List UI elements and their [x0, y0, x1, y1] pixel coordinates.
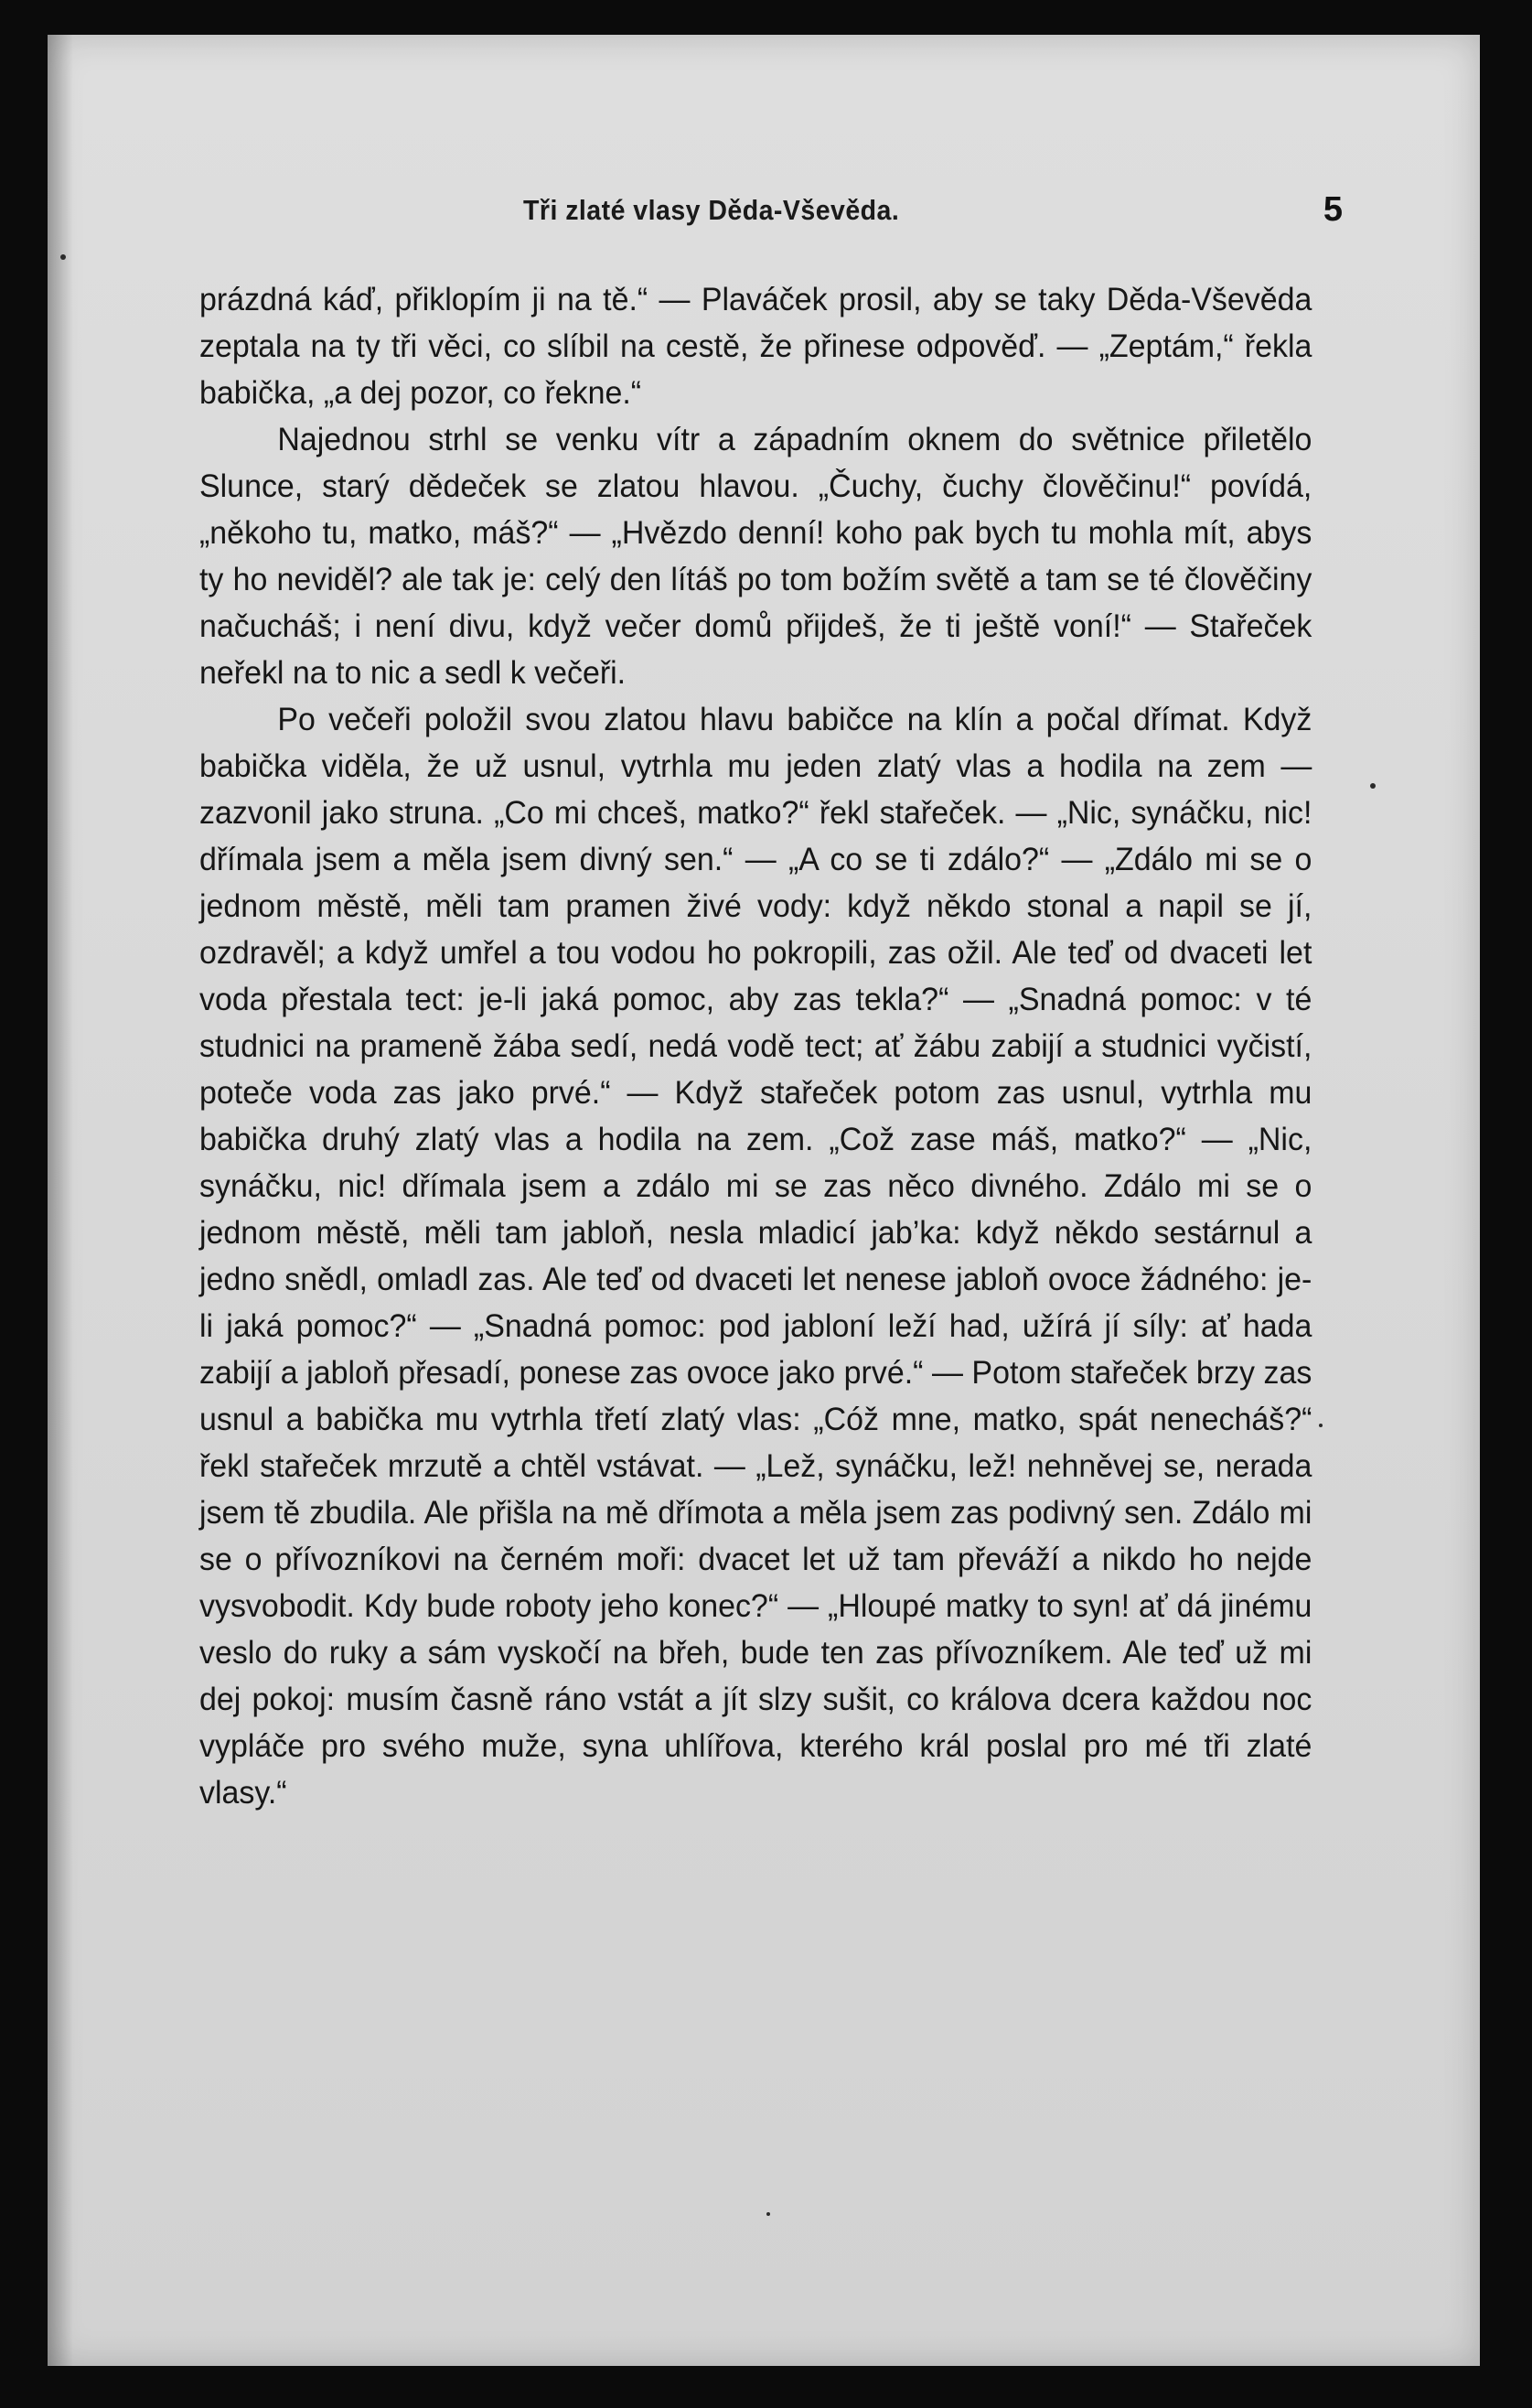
body-text	[199, 276, 1312, 1816]
scan-speck	[766, 2212, 770, 2216]
page-edge-shadow	[48, 35, 73, 2366]
page-number: 5	[1323, 190, 1343, 229]
scan-speck	[60, 254, 66, 260]
paragraph-3: Po večeři položil svou zlatou hlavu babičce na klín a počal dřímat. Když babička viděla, že už usnul, vytrhla mu jeden zlatý vlas a hodila na zem — zazvonil jako struna. „Co mi chceš, matko?“ řekl stařeček. — „Nic, synáčku, nic! dřímala jsem a měla jsem divný sen.“ — „A co se ti zdálo?“ — „Zdálo mi se o jednom městě, měli tam pramen živé vody: když někdo stonal a napil se jí, ozdravěl; a když umřel a tou vodou ho pokropili, zas ožil. Ale teď od dvaceti let voda přestala tect: je-li jaká pomoc, aby zas tekla?“ — „Snadná pomoc: v té studnici na prameně žába sedí, nedá vodě tect; ať žábu zabijí a studnici vyčistí, poteče voda zas jako prvé.“ — Když stařeček potom zas usnul, vytrhla mu babička druhý zlatý vlas a hodila na zem. „Což zase máš, matko?“ — „Nic, synáčku, nic! dřímala jsem a zdálo mi se zas něco divného. Zdálo mi se o jednom městě, měli tam jabloň, nesla mladicí jab’ka: když někdo sestárnul a jedno snědl, omladl zas. Ale teď od dvaceti let nenese jabloň ovoce žádného: je-li jaká pomoc?“ — „Snadná pomoc: pod jabloní leží had, užírá jí síly: ať hada zabijí a jabloň přesadí, ponese zas ovoce jako prvé.“ — Potom stařeček brzy zas usnul a babička mu vytrhla třetí zlatý vlas: „Cóž mne, matko, spát nenecháš?“ řekl stařeček mrzutě a chtěl vstávat. — „Lež, synáčku, lež! nehněvej se, nerada jsem tě zbudila. Ale přišla na mě dřímota a měla jsem zas podivný sen. Zdálo mi se o přívozníkovi na černém moři: dvacet let už tam převáží a nikdo ho nejde vysvobodit. Kdy bude roboty jeho konec?“ — „Hloupé matky to syn! ať dá jinému veslo do ruky a sám vyskočí na břeh, bude ten zas přívozníkem. Ale teď už mi dej pokoj: musím časně ráno vstát a jít slzy sušit, co králova dcera každou noc vypláče pro svého muže, syna uhlířova, kterého král poslal pro mé tři zlaté vlasy.“	[199, 702, 1312, 1811]
running-title: Tři zlaté vlasy Děda-Vševěda.	[523, 194, 900, 226]
book-page	[48, 35, 1480, 2366]
scan-speck	[1319, 1424, 1323, 1427]
running-head	[48, 161, 1480, 229]
paragraph-1: prázdná káď, přiklopím ji na tě.“ — Plaváček prosil, aby se taky Děda-Vševěda zeptala na ty tři věci, co slíbil na cestě, že přinese odpověď. — „Zeptám,“ řekla babička, „a dej pozor, co řekne.“	[199, 282, 1312, 411]
paragraph-2: Najednou strhl se venku vítr a západním oknem do světnice přiletělo Slunce, starý dědeček se zlatou hlavou. „Čuchy, čuchy člověčinu!“ povídá, „někoho tu, matko, máš?“ — „Hvězdo denní! koho pak bych tu mohla mít, abys ty ho neviděl? ale tak je: celý den lítáš po tom božím světě a tam se té člověčiny načucháš; i není divu, když večer domů přijdeš, že ti ještě voní!“ — Stařeček neřekl na to nic a sedl k večeři.	[199, 422, 1312, 691]
scan-speck	[1370, 783, 1376, 789]
